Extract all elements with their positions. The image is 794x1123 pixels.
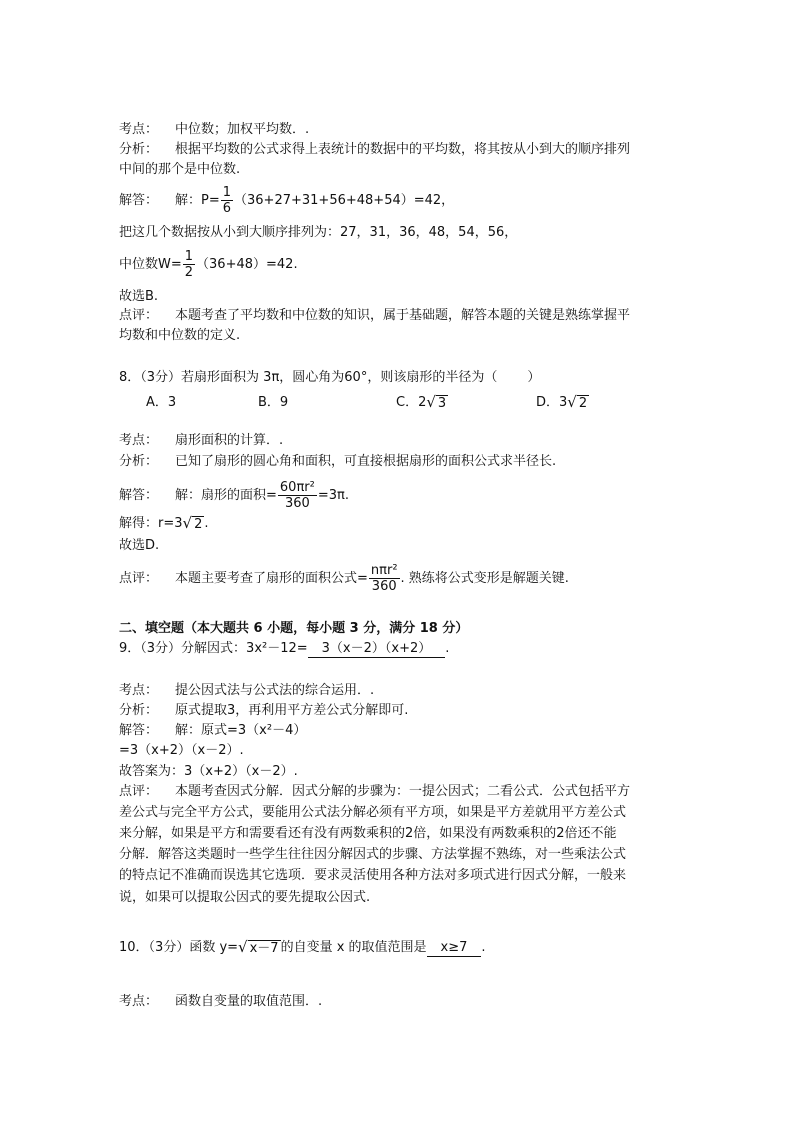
step-text: =3（x+2）（x－2）.: [119, 743, 244, 758]
choose-text: 故选D.: [119, 538, 160, 553]
q8-stem-post: ）: [527, 370, 541, 385]
fraction-area-formula: [369, 563, 400, 594]
fenxi-label: 分析：: [119, 454, 159, 469]
jieda-post: （36+27+31+56+48+54）=42，: [234, 193, 455, 208]
q8-solve-line: [119, 515, 209, 532]
sqrt-symbol: √ 3: [426, 393, 447, 411]
fenxi-text-cont: 中间的那个是中位数.: [119, 162, 241, 177]
q9-dianping-line-3: [119, 825, 617, 842]
final-answer-text: 故答案为：3（x+2）（x－2）.: [119, 764, 298, 779]
sqrt-symbol: √ x－7: [238, 938, 279, 956]
q10-stem: [119, 939, 486, 957]
kaodian-label: 考点：: [119, 683, 159, 698]
q9-stem-post: .: [445, 641, 450, 656]
kaodian-label: 考点：: [119, 994, 159, 1009]
q9-kaodian-line: [119, 682, 374, 699]
fraction-denominator: 6: [222, 201, 232, 216]
q9-step2-line: [119, 742, 244, 759]
dianping-text-cont: 分解．解答这类题时一些学生往往因分解因式的步骤、方法掌握不熟练，对一些乘法公式: [119, 847, 627, 862]
q7-fenxi-line: [119, 141, 630, 158]
q8-option-c: [396, 391, 448, 411]
jieda-pre: 解：P=: [175, 193, 220, 208]
radicand: x－7: [249, 941, 279, 956]
radicand: 2: [194, 517, 203, 532]
q9-stem: [119, 640, 449, 658]
solve-pre: 解得：r=3: [119, 516, 183, 531]
fraction-numerator: 1: [184, 249, 194, 264]
q8-fenxi-line: [119, 453, 556, 470]
q9-jieda-line: [119, 722, 306, 739]
solve-post: .: [204, 516, 209, 531]
radicand: 3: [437, 396, 447, 411]
q7-choose-line: [119, 288, 158, 305]
fenxi-label: 分析：: [119, 703, 159, 718]
q7-median-line: [119, 249, 298, 280]
jieda-pre: 解：扇形的面积=: [175, 488, 277, 503]
q7-order-line: [119, 224, 517, 241]
jieda-post: =3π.: [317, 488, 349, 503]
q8-stem: [119, 369, 540, 386]
fraction-denominator: 360: [371, 579, 397, 594]
q7-dianping-line-2: [119, 327, 240, 344]
q7-jieda-line: [119, 185, 454, 216]
option-label: A．3: [146, 395, 177, 410]
sqrt-symbol: √ 2: [182, 514, 203, 532]
dianping-label: 点评：: [119, 571, 159, 586]
fenxi-text: 根据平均数的公式求得上表统计的数据中的平均数，将其按从小到大的顺序排列: [175, 142, 631, 157]
kaodian-text: 中位数；加权平均数．.: [175, 122, 310, 137]
fenxi-text: 原式提取3，再利用平方差公式分解即可.: [175, 703, 409, 718]
option-label: C．2: [396, 395, 427, 410]
q10-kaodian-line: [119, 993, 322, 1010]
radicand: 2: [578, 396, 588, 411]
q7-dianping-line: [119, 307, 630, 324]
median-post: （36+48）=42.: [196, 257, 298, 272]
fenxi-label: 分析：: [119, 142, 159, 157]
section-heading: [119, 620, 468, 637]
q8-jieda-line: [119, 480, 349, 511]
section-heading-text: 二、填空题（本大题共 6 小题，每小题 3 分，满分 18 分）: [119, 621, 469, 636]
q9-fenxi-line: [119, 702, 408, 719]
q7-fenxi-line-2: [119, 161, 240, 178]
order-text: 把这几个数据按从小到大顺序排列为：27，31，36，48，54，56，: [119, 225, 518, 240]
fraction-one-sixth: [221, 185, 233, 216]
option-label: D．3: [536, 395, 568, 410]
q10-stem-mid: 的自变量 x 的取值范围是: [280, 940, 427, 955]
q10-answer-blank: x≥7: [427, 939, 482, 957]
kaodian-text: 扇形面积的计算．.: [175, 433, 284, 448]
dianping-pre: 本题主要考查了扇形的面积公式=: [175, 571, 368, 586]
fraction-denominator: 2: [184, 265, 194, 280]
fraction-numerator: 1: [222, 185, 232, 200]
fraction-numerator: nπr²: [370, 563, 398, 578]
q9-dianping-line-2: [119, 804, 626, 821]
dianping-label: 点评：: [119, 308, 159, 323]
q8-choose-line: [119, 537, 159, 554]
q9-stem-pre: 9．（3分）分解因式：3x²－12=: [119, 641, 308, 656]
fraction-denominator: 360: [284, 496, 310, 511]
q7-kaodian-line: [119, 121, 309, 138]
kaodian-label: 考点：: [119, 122, 159, 137]
fraction-numerator: 60πr²: [279, 480, 315, 495]
jieda-label: 解答：: [119, 193, 159, 208]
q8-option-d: [536, 391, 589, 411]
jieda-label: 解答：: [119, 488, 159, 503]
q8-stem-pre: 8．（3分）若扇形面积为 3π，圆心角为60°，则该扇形的半径为（: [119, 370, 498, 385]
fraction-sector-area: [278, 480, 317, 511]
fraction-one-half: [183, 249, 195, 280]
jieda-text: 解：原式=3（x²－4）: [175, 723, 307, 738]
dianping-text-cont: 的特点记不准确而误选其它选项．要求灵活使用各种方法对多项式进行因式分解，一般来: [119, 868, 627, 883]
q9-dianping-line-5: [119, 867, 626, 884]
fenxi-text: 已知了扇形的圆心角和面积，可直接根据扇形的面积公式求半径长.: [175, 454, 557, 469]
q8-kaodian-line: [119, 432, 283, 449]
q10-stem-pre: 10．（3分）函数 y=: [119, 940, 239, 955]
dianping-label: 点评：: [119, 784, 159, 799]
q8-option-b: [258, 391, 288, 410]
q9-dianping-line-6: [119, 889, 370, 906]
kaodian-text: 函数自变量的取值范围．.: [175, 994, 323, 1009]
sqrt-symbol: √ 2: [567, 393, 588, 411]
option-label: B．9: [258, 395, 289, 410]
dianping-text-cont: 均数和中位数的定义.: [119, 328, 241, 343]
kaodian-label: 考点：: [119, 433, 159, 448]
q9-answer-blank: 3（x－2）（x+2）: [308, 640, 446, 658]
kaodian-text: 提公因式法与公式法的综合运用．.: [175, 683, 375, 698]
q10-stem-post: .: [481, 940, 486, 955]
median-pre: 中位数W=: [119, 257, 182, 272]
q9-final-line: [119, 763, 298, 780]
dianping-text: 本题考查因式分解．因式分解的步骤为：一提公因式；二看公式．公式包括平方: [175, 784, 631, 799]
dianping-post: . 熟练将公式变形是解题关键.: [400, 571, 569, 586]
dianping-text-cont: 说，如果可以提取公因式的要先提取公因式.: [119, 890, 371, 905]
q9-dianping-line-4: [119, 846, 626, 863]
jieda-label: 解答：: [119, 723, 159, 738]
dianping-text-cont: 来分解，如果是平方和需要看还有没有两数乘积的2倍，如果没有两数乘积的2倍还不能: [119, 826, 617, 841]
q8-option-a: [146, 391, 176, 410]
q8-dianping-line: [119, 563, 569, 594]
dianping-text: 本题考查了平均数和中位数的知识，属于基础题，解答本题的关键是熟练掌握平: [175, 308, 631, 323]
dianping-text-cont: 差公式与完全平方公式，要能用公式法分解必须有平方项，如果是平方差就用平方差公式: [119, 805, 627, 820]
q9-dianping-line: [119, 783, 630, 800]
choose-text: 故选B.: [119, 289, 159, 304]
